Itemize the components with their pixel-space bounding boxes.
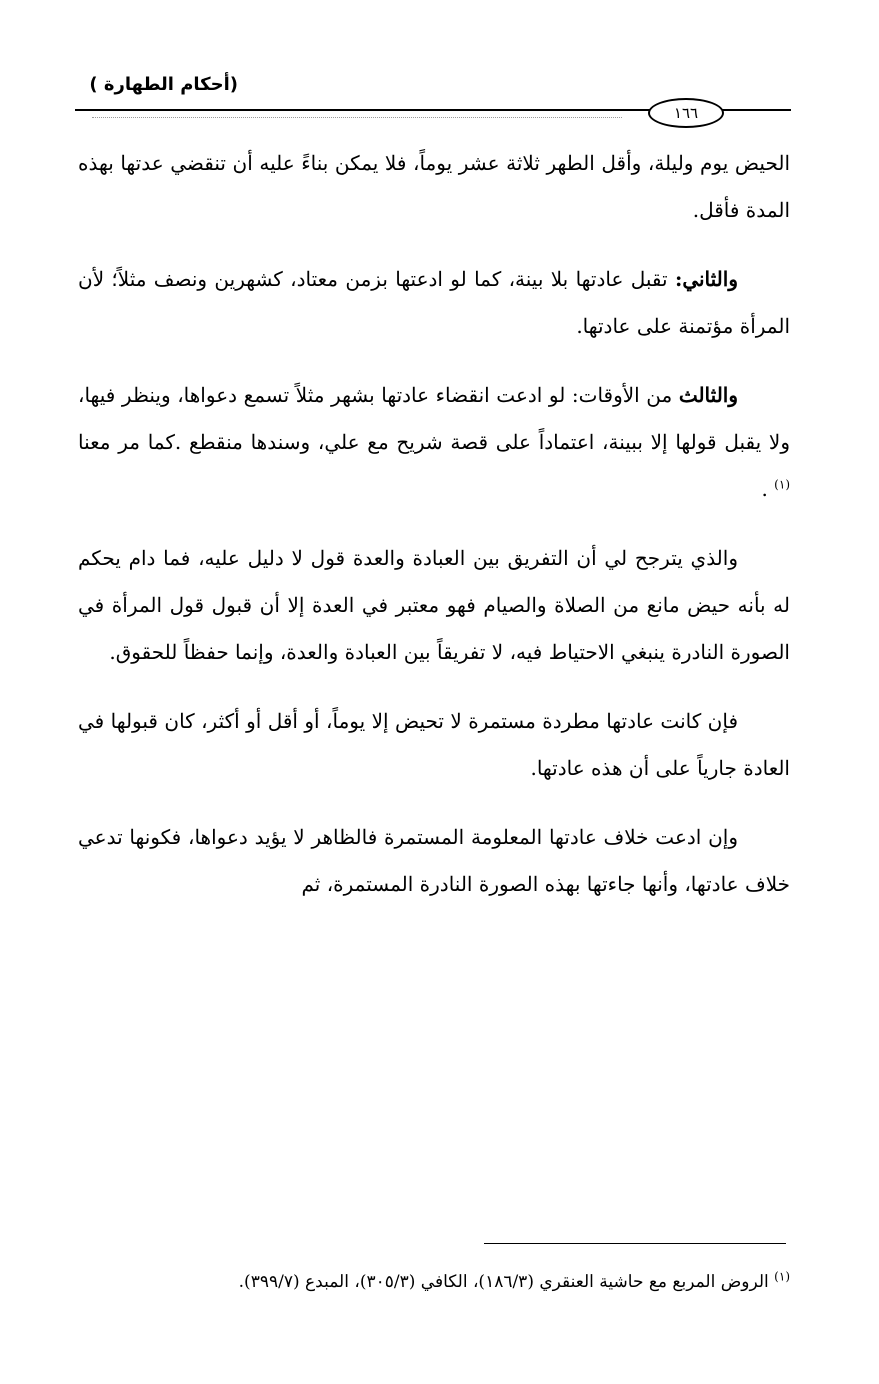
footnote-reference[interactable]: (١)	[774, 477, 790, 492]
footnote-text: الروض المربع مع حاشية العنقري (١٨٦/٣)، الكافي (٣٠٥/٣)، المبدع (٣٩٩/٧).	[238, 1272, 775, 1292]
running-header-title: (أحكام الطهارة )	[89, 74, 238, 95]
paragraph-3-lead: والثالث	[678, 383, 738, 407]
footnote	[78, 1268, 790, 1296]
paragraph-4: والذي يترجح لي أن التفريق بين العبادة والعدة قول لا دليل عليه، فما دام يحكم له بأنه حيض مانع من الصلاة والصيام فهو معتبر في العدة إلا أن قبول قول المرأة في الصورة النادرة ينبغي الاحتياط فيه، لا تفريقاً بين العبادة والعدة، وإنما حفظاً للحقوق.	[78, 546, 790, 664]
page-number: ١٦٦	[648, 98, 724, 128]
paragraph-3-end: .	[761, 477, 775, 501]
paragraph-1: الحيض يوم وليلة، وأقل الطهر ثلاثة عشر يوماً، فلا يمكن بناءً عليه أن تنقضي عدتها بهذه المدة فأقل.	[78, 151, 790, 222]
paragraph-3	[78, 372, 790, 513]
paragraph-3-text: من الأوقات: لو ادعت انقضاء عادتها بشهر مثلاً تسمع دعواها، وينظر فيها، ولا يقبل قولها إلا ببينة، اعتماداً على قصة شريح مع علي، وسندها منقطع .كما مر معنا	[78, 383, 790, 454]
header-dotted-line	[92, 117, 622, 118]
footnote-separator	[484, 1243, 786, 1244]
paragraph-5: فإن كانت عادتها مطردة مستمرة لا تحيض إلا يوماً، أو أقل أو أكثر، كان قبولها في العادة جارياً على أن هذه عادتها.	[78, 709, 790, 780]
body-text	[78, 140, 790, 930]
paragraph-6: وإن ادعت خلاف عادتها المعلومة المستمرة فالظاهر لا يؤيد دعواها، فكونها تدعي خلاف عادتها، وأنها جاءتها بهذه الصورة النادرة المستمرة، ثم	[78, 825, 790, 896]
footnote-marker: (١)	[774, 1269, 790, 1284]
paragraph-2	[78, 256, 790, 350]
paragraph-2-lead: والثاني:	[674, 267, 738, 291]
paragraph-2-text: تقبل عادتها بلا بينة، كما لو ادعتها بزمن معتاد، كشهرين ونصف مثلاً؛ لأن المرأة مؤتمنة على عادتها.	[78, 267, 790, 338]
